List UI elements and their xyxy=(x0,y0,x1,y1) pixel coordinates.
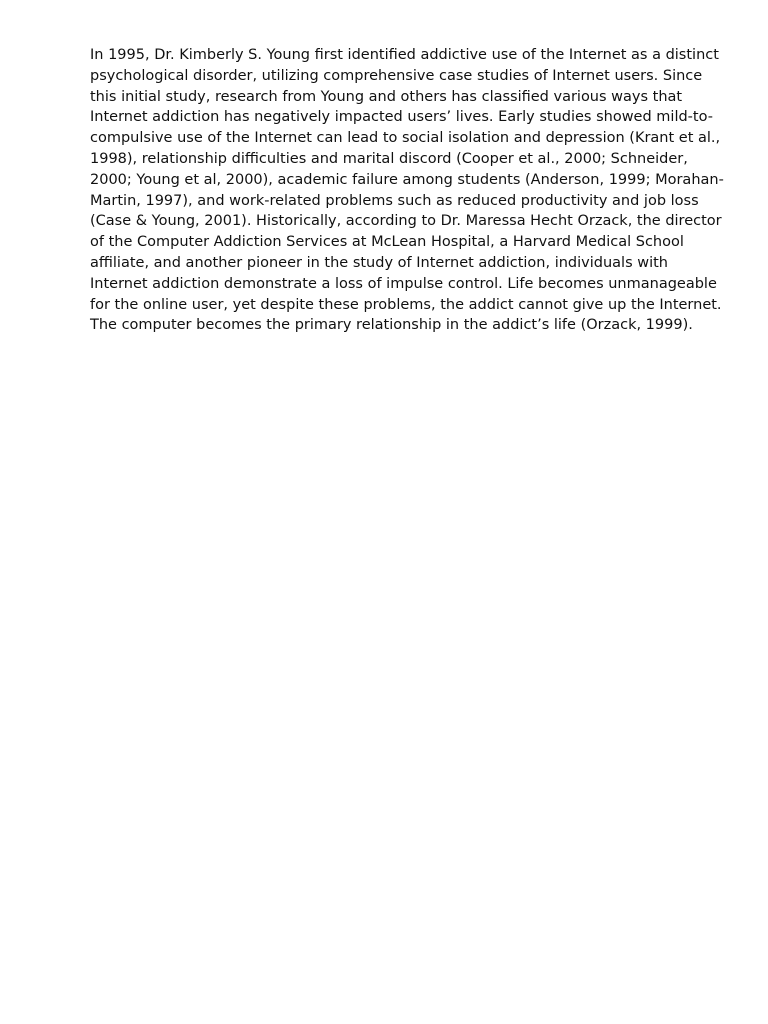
body-paragraph: In 1995, Dr. Kimberly S. Young first identified addictive use of the Internet as a distinct psychological disorder, utilizing comprehensive case studies of Internet users. Since this initial study, research from Young and others has classified various ways that Internet addiction has negatively impacted users’ lives. Early studies showed mild-to-compulsive use of the Internet can lead to social isolation and depression (Krant et al., 1998), relationship difficulties and marital discord (Cooper et al., 2000; Schneider, 2000; Young et al, 2000), academic failure among students (Anderson, 1999; Morahan-Martin, 1997), and work-related problems such as reduced productivity and job loss (Case & Young, 2001). Historically, according to Dr. Maressa Hecht Orzack, the director of the Computer Addiction Services at McLean Hospital, a Harvard Medical School affiliate, and another pioneer in the study of Internet addiction, individuals with Internet addiction demonstrate a loss of impulse control. Life becomes unmanageable for the online user, yet despite these problems, the addict cannot give up the Internet. The computer becomes the primary relationship in the addict’s life (Orzack, 1999). xyxy=(90,47,724,334)
